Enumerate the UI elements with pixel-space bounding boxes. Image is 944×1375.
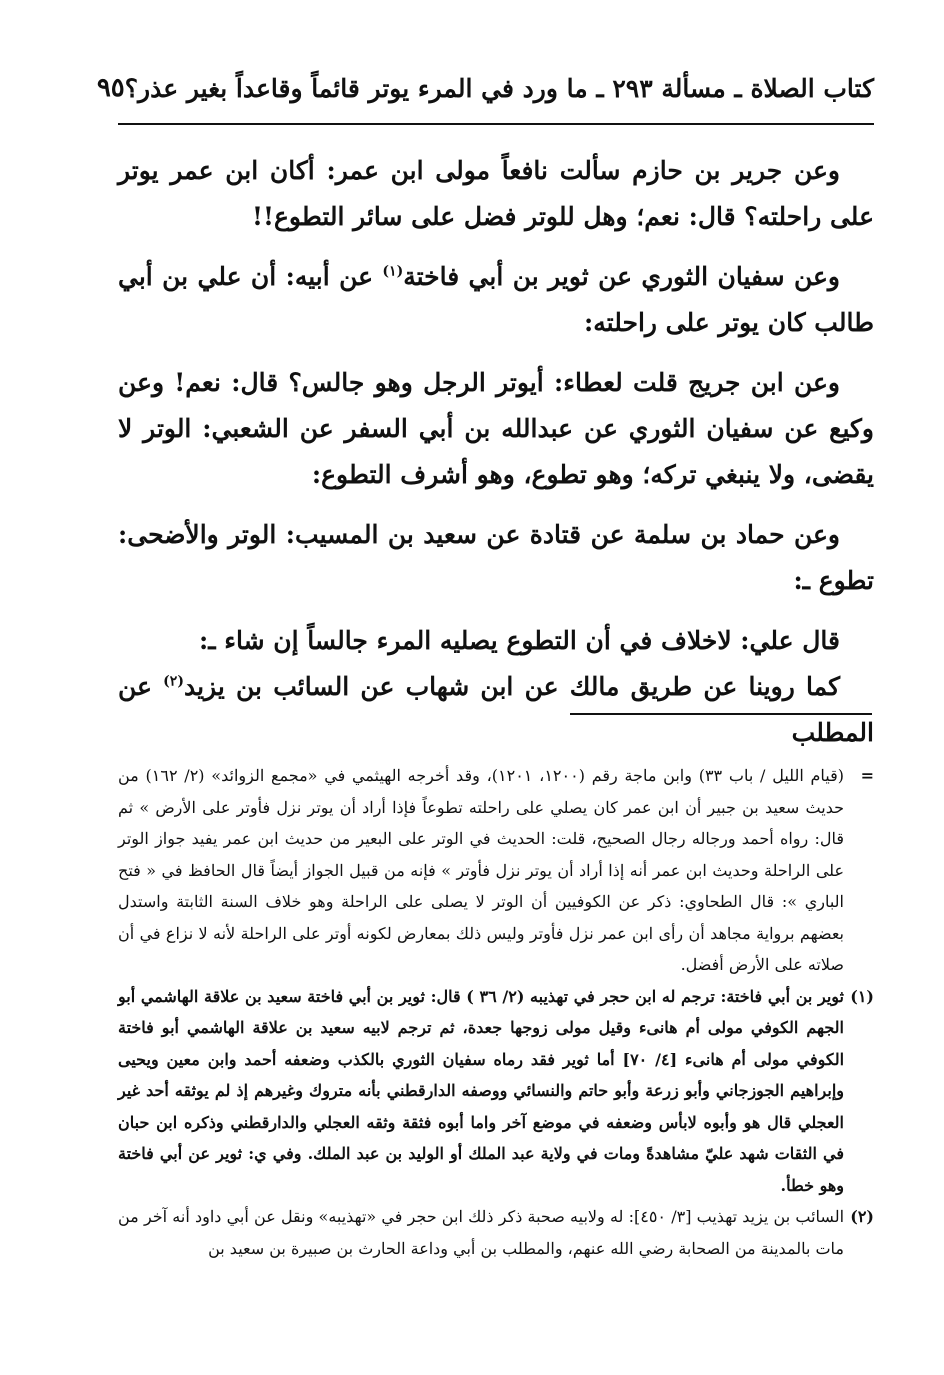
paragraph: وعن جرير بن حازم سألت نافعاً مولى ابن عمر: أكان ابن عمر يوتر على راحلته؟ قال: نعم؛ وهل للوتر فضل على سائر التطوع!!: [118, 156, 874, 231]
footnote-text: (قيام الليل / باب ٣٣) وابن ماجة رقم (١٢٠٠، ١٢٠١)، وقد أخرجه الهيثمي في «مجمع الزوائد» (٢/ ١٦٢) من حديث سعيد بن جبير أن ابن عمر كان يصلي على راحلته تطوعاً فإذا أراد أن يوتر نزل فأوتر على الأرض » ثم قال: رواه أحمد ورجاله رجال الصحيح، قلت: الحديث في الوتر على البعير من حديث ابن عمر يفيد جواز الوتر على الراحلة وحديث ابن عمر أنه إذا أراد أن يوتر نزل فأوتر » فإنه من قبيل الجواز أيضاً قال الحافظ في « فتح الباري »: قال الطحاوي: ذكر عن الكوفيين أن الوتر لا يصلى على الراحلة وهو خلاف السنة الثابتة واستدل بعضهم برواية مجاهد أن رأى ابن عمر نزل فأوتر وليس ذلك بمعارض لكونه أوتر على الراحلة لأنه لا نزاع في أن صلاته على الأرض أفضل.: [118, 766, 845, 974]
page-number: ٩٥: [96, 73, 125, 103]
footnote-text: ثوير بن أبي فاختة: ترجم له ابن حجر في تهذيبه (٢/ ٣٦ ) قال: ثوير بن أبي فاختة سعيد بن علاقة الهاشمي أبو الجهم الكوفي مولى أم هانىء وقيل مولى زوجها جعدة، ثم ترجم لابيه سعيد بن علاقة الهاشمي أبو فاختة الكوفي مولى أم هانىء [٤/ ٧٠] أما ثوير فقد رماه سفيان الثوري بالكذب وضعفه أحمد وابن معين ويحيى وإبراهيم الجوزجاني وأبو زرعة وأبو حاتم والنسائي ووصفه الدارقطني بأنه متروك وغيرهم إذ لم يوثقه أحد غير العجلي قال هو وأبوه لابأس وضعفه في موضع آخر واما أبوه فثقة وثقه العجلي والدارقطني وذكره ابن حبان في الثقات شهد عليّ مشاهدةً ومات في ولاية عبد الملك أو الوليد بن عبد الملك. وفي ي: ثوير عن أبي فاختة وهو خطأ.: [118, 986, 845, 1195]
footnote-mark: (١): [850, 986, 874, 1006]
footnote-mark: (٢): [850, 1207, 874, 1226]
footnote-1: [118, 981, 874, 1202]
footnote-separator: [570, 713, 872, 715]
paragraph-text: عن المطلب: [118, 672, 874, 747]
footnote-continuation: [118, 760, 874, 981]
footnote-ref[interactable]: (١): [382, 263, 404, 280]
footnote-ref[interactable]: (٢): [163, 673, 184, 690]
paragraph-text: عن أبيه: أن علي بن أبي طالب كان يوتر على راحلته:: [118, 262, 874, 337]
footnote-2: [118, 1201, 874, 1264]
paragraph: [118, 254, 874, 346]
paragraph: وعن حماد بن سلمة عن قتادة عن سعيد بن المسيب: الوتر والأضحى: تطوع ـ:: [118, 520, 874, 595]
paragraph-text: كما روينا عن طريق مالك عن ابن شهاب عن السائب بن يزيد: [183, 672, 840, 701]
main-text: [118, 148, 874, 770]
footnotes: [118, 760, 874, 1264]
footnote-mark: =: [860, 766, 874, 785]
running-title: كتاب الصلاة ـ مسألة ٢٩٣ ـ ما ورد في المرء يوتر قائماً وقاعداً بغير عذر؟: [124, 73, 874, 103]
paragraph-text: وعن سفيان الثوري عن ثوير بن أبي فاختة: [403, 262, 840, 291]
footnote-text: السائب بن يزيد تهذيب [٣/ ٤٥٠]: له ولابيه صحبة ذكر ذلك ابن حجر في «تهذيبه» ونقل عن أبي داود أنه آخر من مات بالمدينة من الصحابة رضي الله عنهم، والمطلب بن أبي وداعة الحارث بن صبيرة بن سعيد بن: [118, 1207, 845, 1258]
running-header: [96, 58, 874, 118]
header-rule: [118, 123, 874, 125]
paragraph: وعن ابن جريج قلت لعطاء: أيوتر الرجل وهو جالس؟ قال: نعم! وعن وكيع عن سفيان الثوري عن عبدالله بن أبي السفر عن الشعبي: الوتر لا يقضى، ولا ينبغي تركه؛ وهو تطوع، وهو أشرف التطوع:: [118, 368, 874, 489]
paragraph: قال علي: لاخلاف في أن التطوع يصليه المرء جالساً إن شاء ـ:: [198, 626, 840, 655]
paragraph: [118, 664, 874, 756]
